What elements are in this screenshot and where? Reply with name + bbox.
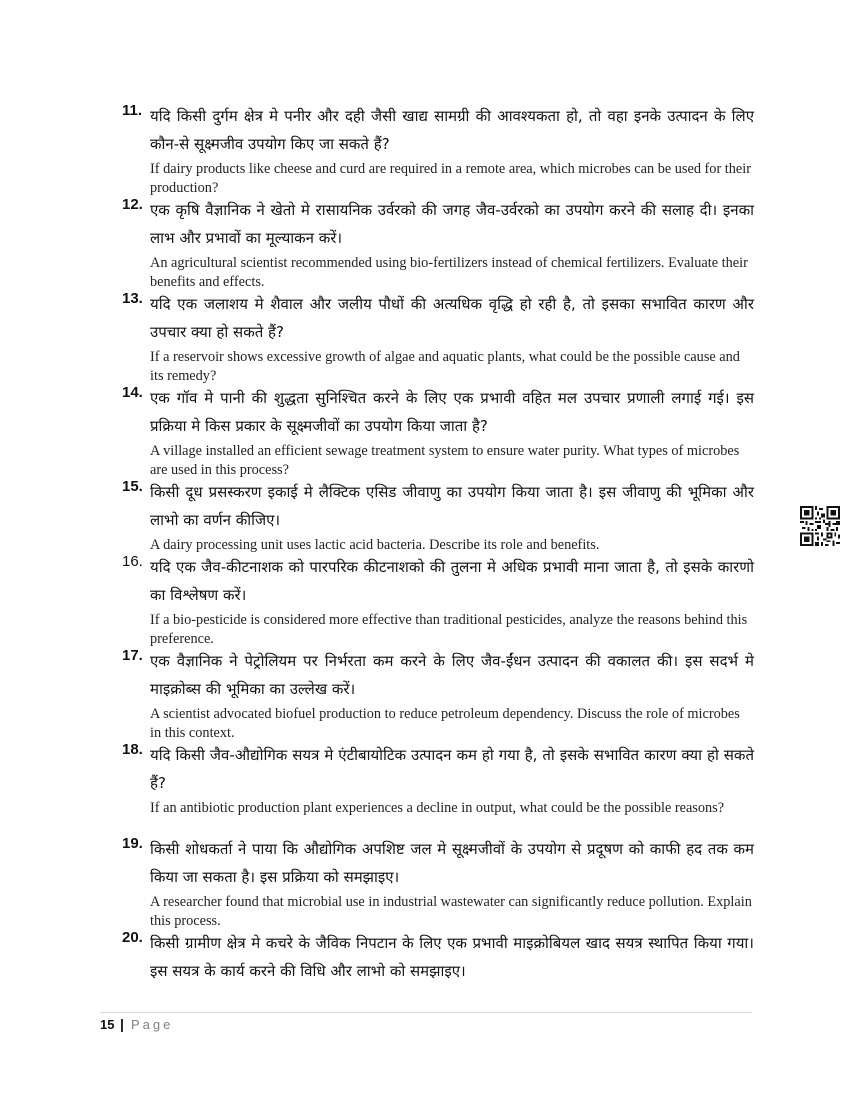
question-12 xyxy=(122,196,754,292)
question-text-hindi: यदि एक जलाशय मे शैवाल और जलीय पौधों की अत्यधिक वृद्धि हो रही है, तो इसका सभावित कारण और उपचार क्या हो सकते हैं? xyxy=(150,295,754,341)
question-text-english: If an antibiotic production plant experiences a decline in output, what could be the possible reasons? xyxy=(150,800,725,816)
question-14 xyxy=(122,384,754,480)
question-19 xyxy=(122,835,754,931)
question-text-hindi: किसी ग्रामीण क्षेत्र मे कचरे के जैविक निपटान के लिए एक प्रभावी माइक्रोबियल खाद सयत्र स्थापित किया गया। इस सयत्र के कार्य करने की विधि और लाभो को समझाइए। xyxy=(150,934,754,980)
question-number: 20. xyxy=(122,929,143,946)
page-label: Page xyxy=(131,1017,174,1032)
question-text-english: An agricultural scientist recommended using bio-fertilizers instead of chemical fertilizers. Evaluate their benefits and effects. xyxy=(150,255,748,290)
question-text-english: A scientist advocated biofuel production to reduce petroleum dependency. Discuss the role of microbes in this context. xyxy=(150,706,740,741)
question-text-hindi: किसी शोधकर्ता ने पाया कि औद्योगिक अपशिष्ट जल मे सूक्ष्मजीवों के उपयोग से प्रदूषण को काफी हद तक कम किया जा सकता है। इस प्रक्रिया को समझाइए। xyxy=(150,840,754,886)
question-text-hindi: यदि एक जैव-कीटनाशक को पारपरिक कीटनाशको की तुलना मे अधिक प्रभावी माना जाता है, तो इसके कारणो का विश्लेषण करें। xyxy=(150,558,754,604)
question-11 xyxy=(122,102,754,198)
question-text-hindi: एक कृषि वैज्ञानिक ने खेतो मे रासायनिक उर्वरको की जगह जैव-उर्वरको का उपयोग करने की सलाह दी। इनका लाभ और प्रभावों का मूल्याकन करें। xyxy=(150,201,754,247)
question-text-hindi: एक गॉव मे पानी की शुद्धता सुनिश्चित करने के लिए एक प्रभावी वहित मल उपचार प्रणाली लगाई गई। इस प्रक्रिया मे किस प्रकार के सूक्ष्मजीवों का उपयोग किया जाता है? xyxy=(150,389,754,435)
qr-code-icon xyxy=(800,506,840,546)
question-20 xyxy=(122,929,754,985)
question-18 xyxy=(122,741,754,818)
question-number: 15. xyxy=(122,478,143,495)
page-number: 15 xyxy=(100,1017,115,1032)
question-text-hindi: यदि किसी जैव-औद्योगिक सयत्र मे एंटीबायोटिक उत्पादन कम हो गया है, तो इसके सभावित कारण क्या हो सकते हैं? xyxy=(150,746,754,792)
question-number: 19. xyxy=(122,835,143,852)
question-15 xyxy=(122,478,754,555)
question-number: 17. xyxy=(122,647,143,664)
question-text-english: If a bio-pesticide is considered more effective than traditional pesticides, analyze the reasons behind this preference. xyxy=(150,612,748,647)
question-text-english: A dairy processing unit uses lactic acid bacteria. Describe its role and benefits. xyxy=(150,537,600,553)
question-number: 16. xyxy=(122,553,143,570)
footer-separator: | xyxy=(120,1016,124,1032)
question-text-hindi: यदि किसी दुर्गम क्षेत्र मे पनीर और दही जैसी खाद्य सामग्री की आवश्यकता हो, तो वहा इनके उत्पादन के लिए कौन-से सूक्ष्मजीव उपयोग किए जा सकते हैं? xyxy=(150,107,754,153)
question-number: 18. xyxy=(122,741,143,758)
question-17 xyxy=(122,647,754,743)
question-13 xyxy=(122,290,754,386)
page-footer xyxy=(100,1012,752,1037)
question-text-english: If dairy products like cheese and curd are required in a remote area, which microbes can be used for their production? xyxy=(150,161,751,196)
question-text-english: If a reservoir shows excessive growth of algae and aquatic plants, what could be the possible cause and its remedy? xyxy=(150,349,740,384)
question-number: 11. xyxy=(122,102,143,119)
question-text-hindi: किसी दूध प्रसस्करण इकाई मे लैक्टिक एसिड जीवाणु का उपयोग किया जाता है। इस जीवाणु की भूमिका और लाभो का वर्णन कीजिए। xyxy=(150,483,754,529)
question-16 xyxy=(122,553,754,649)
question-number: 14. xyxy=(122,384,143,401)
question-text-english: A researcher found that microbial use in industrial wastewater can significantly reduce pollution. Explain this process. xyxy=(150,894,752,929)
question-text-hindi: एक वैज्ञानिक ने पेट्रोलियम पर निर्भरता कम करने के लिए जैव-ईंधन उत्पादन की वकालत की। इस सदर्भ मे माइक्रोब्स की भूमिका का उल्लेख करें। xyxy=(150,652,754,698)
question-number: 13. xyxy=(122,290,143,307)
question-number: 12. xyxy=(122,196,143,213)
question-text-english: A village installed an efficient sewage treatment system to ensure water purity. What types of microbes are used in this process? xyxy=(150,443,740,478)
